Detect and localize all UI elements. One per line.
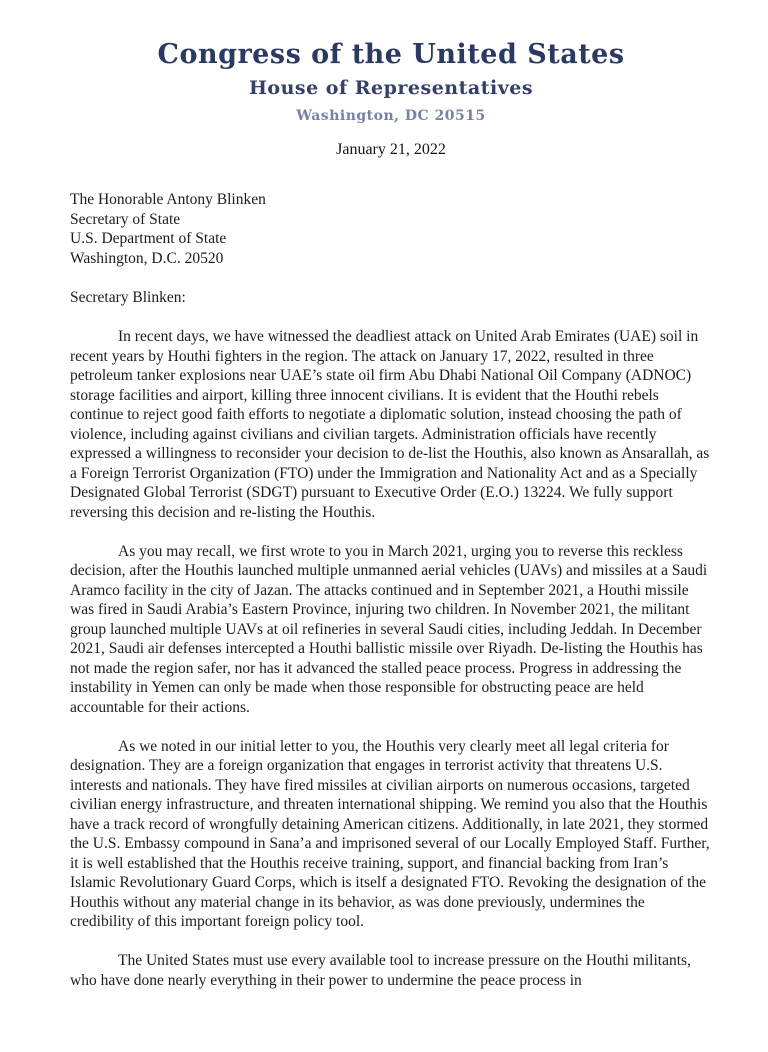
recipient-block bbox=[70, 190, 712, 268]
letter-date: January 21, 2022 bbox=[336, 141, 446, 158]
salutation: Secretary Blinken: bbox=[70, 289, 186, 306]
recipient-name: The Honorable Antony Blinken bbox=[70, 191, 266, 208]
letterhead-house-line: House of Representatives bbox=[248, 77, 534, 99]
body-paragraph-4: The United States must use every available tool to increase pressure on the Houthi militants, who have done nearly everything in their power to undermine the peace process in bbox=[70, 952, 691, 989]
recipient-department: U.S. Department of State bbox=[70, 230, 227, 247]
letterhead bbox=[70, 40, 712, 124]
body-paragraph-2: As you may recall, we first wrote to you in March 2021, urging you to reverse this reckless decision, after the Houthis launched multiple unmanned aerial vehicles (UAVs) and missiles at a Saudi Aramco facility in the city of Jazan. The attacks continued and in September 2021, a Houthi missile was fired in Saudi Arabia’s Eastern Province, injuring two children. In November 2021, the militant group launched multiple UAVs at oil refineries in several Saudi cities, including Jeddah. In December 2021, Saudi air defenses intercepted a Houthi ballistic missile over Riyadh. De-listing the Houthis has not made the region safer, nor has it advanced the stalled peace process. Progress in addressing the instability in Yemen can only be made when those responsible for obstructing peace are held accountable for their actions. bbox=[70, 542, 708, 716]
letter-body bbox=[70, 190, 712, 990]
recipient-title: Secretary of State bbox=[70, 210, 181, 228]
recipient-address: Washington, D.C. 20520 bbox=[70, 249, 224, 267]
letterhead-washington-line: Washington, DC 20515 bbox=[296, 108, 486, 124]
letterhead-congress-line: Congress of the United States bbox=[157, 39, 625, 70]
body-paragraph-1: In recent days, we have witnessed the deadliest attack on United Arab Emirates (UAE) soil in recent years by Houthi fighters in the region. The attack on January 17, 2022, resulted in three petroleum tanker explosions near UAE’s state oil firm Abu Dhabi National Oil Company (ADNOC) storage facilities and airport, killing three innocent civilians. It is evident that the Houthi rebels continue to reject good faith efforts to negotiate a diplomatic solution, instead choosing the path of violence, including against civilians and civilian targets. Administration officials have recently expressed a willingness to reconsider your decision to de-list the Houthis, also known as Ansarallah, as a Foreign Terrorist Organization (FTO) under the Immigration and Nationality Act and as a Specially Designated Global Terrorist (SDGT) pursuant to Executive Order (E.O.) 13224. We fully support reversing this decision and re-listing the Houthis. bbox=[70, 328, 710, 521]
body-paragraph-3: As we noted in our initial letter to you, the Houthis very clearly meet all legal criteria for designation. They are a foreign organization that engages in terrorist activity that threatens U.S. interests and nationals. They have fired missiles at civilian airports on numerous occasions, targeted civilian energy infrastructure, and threaten international shipping. We remind you also that the Houthis have a track record of wrongfully detaining American citizens. Additionally, in late 2021, they stormed the U.S. Embassy compound in Sana’a and imprisoned several of our Locally Employed Staff. Further, it is well established that the Houthis receive training, support, and financial backing from Iran’s Islamic Revolutionary Guard Corps, which is itself a designated FTO. Revoking the designation of the Houthis without any material change in its behavior, as was done previously, undermines the credibility of this important foreign policy tool. bbox=[70, 737, 710, 930]
